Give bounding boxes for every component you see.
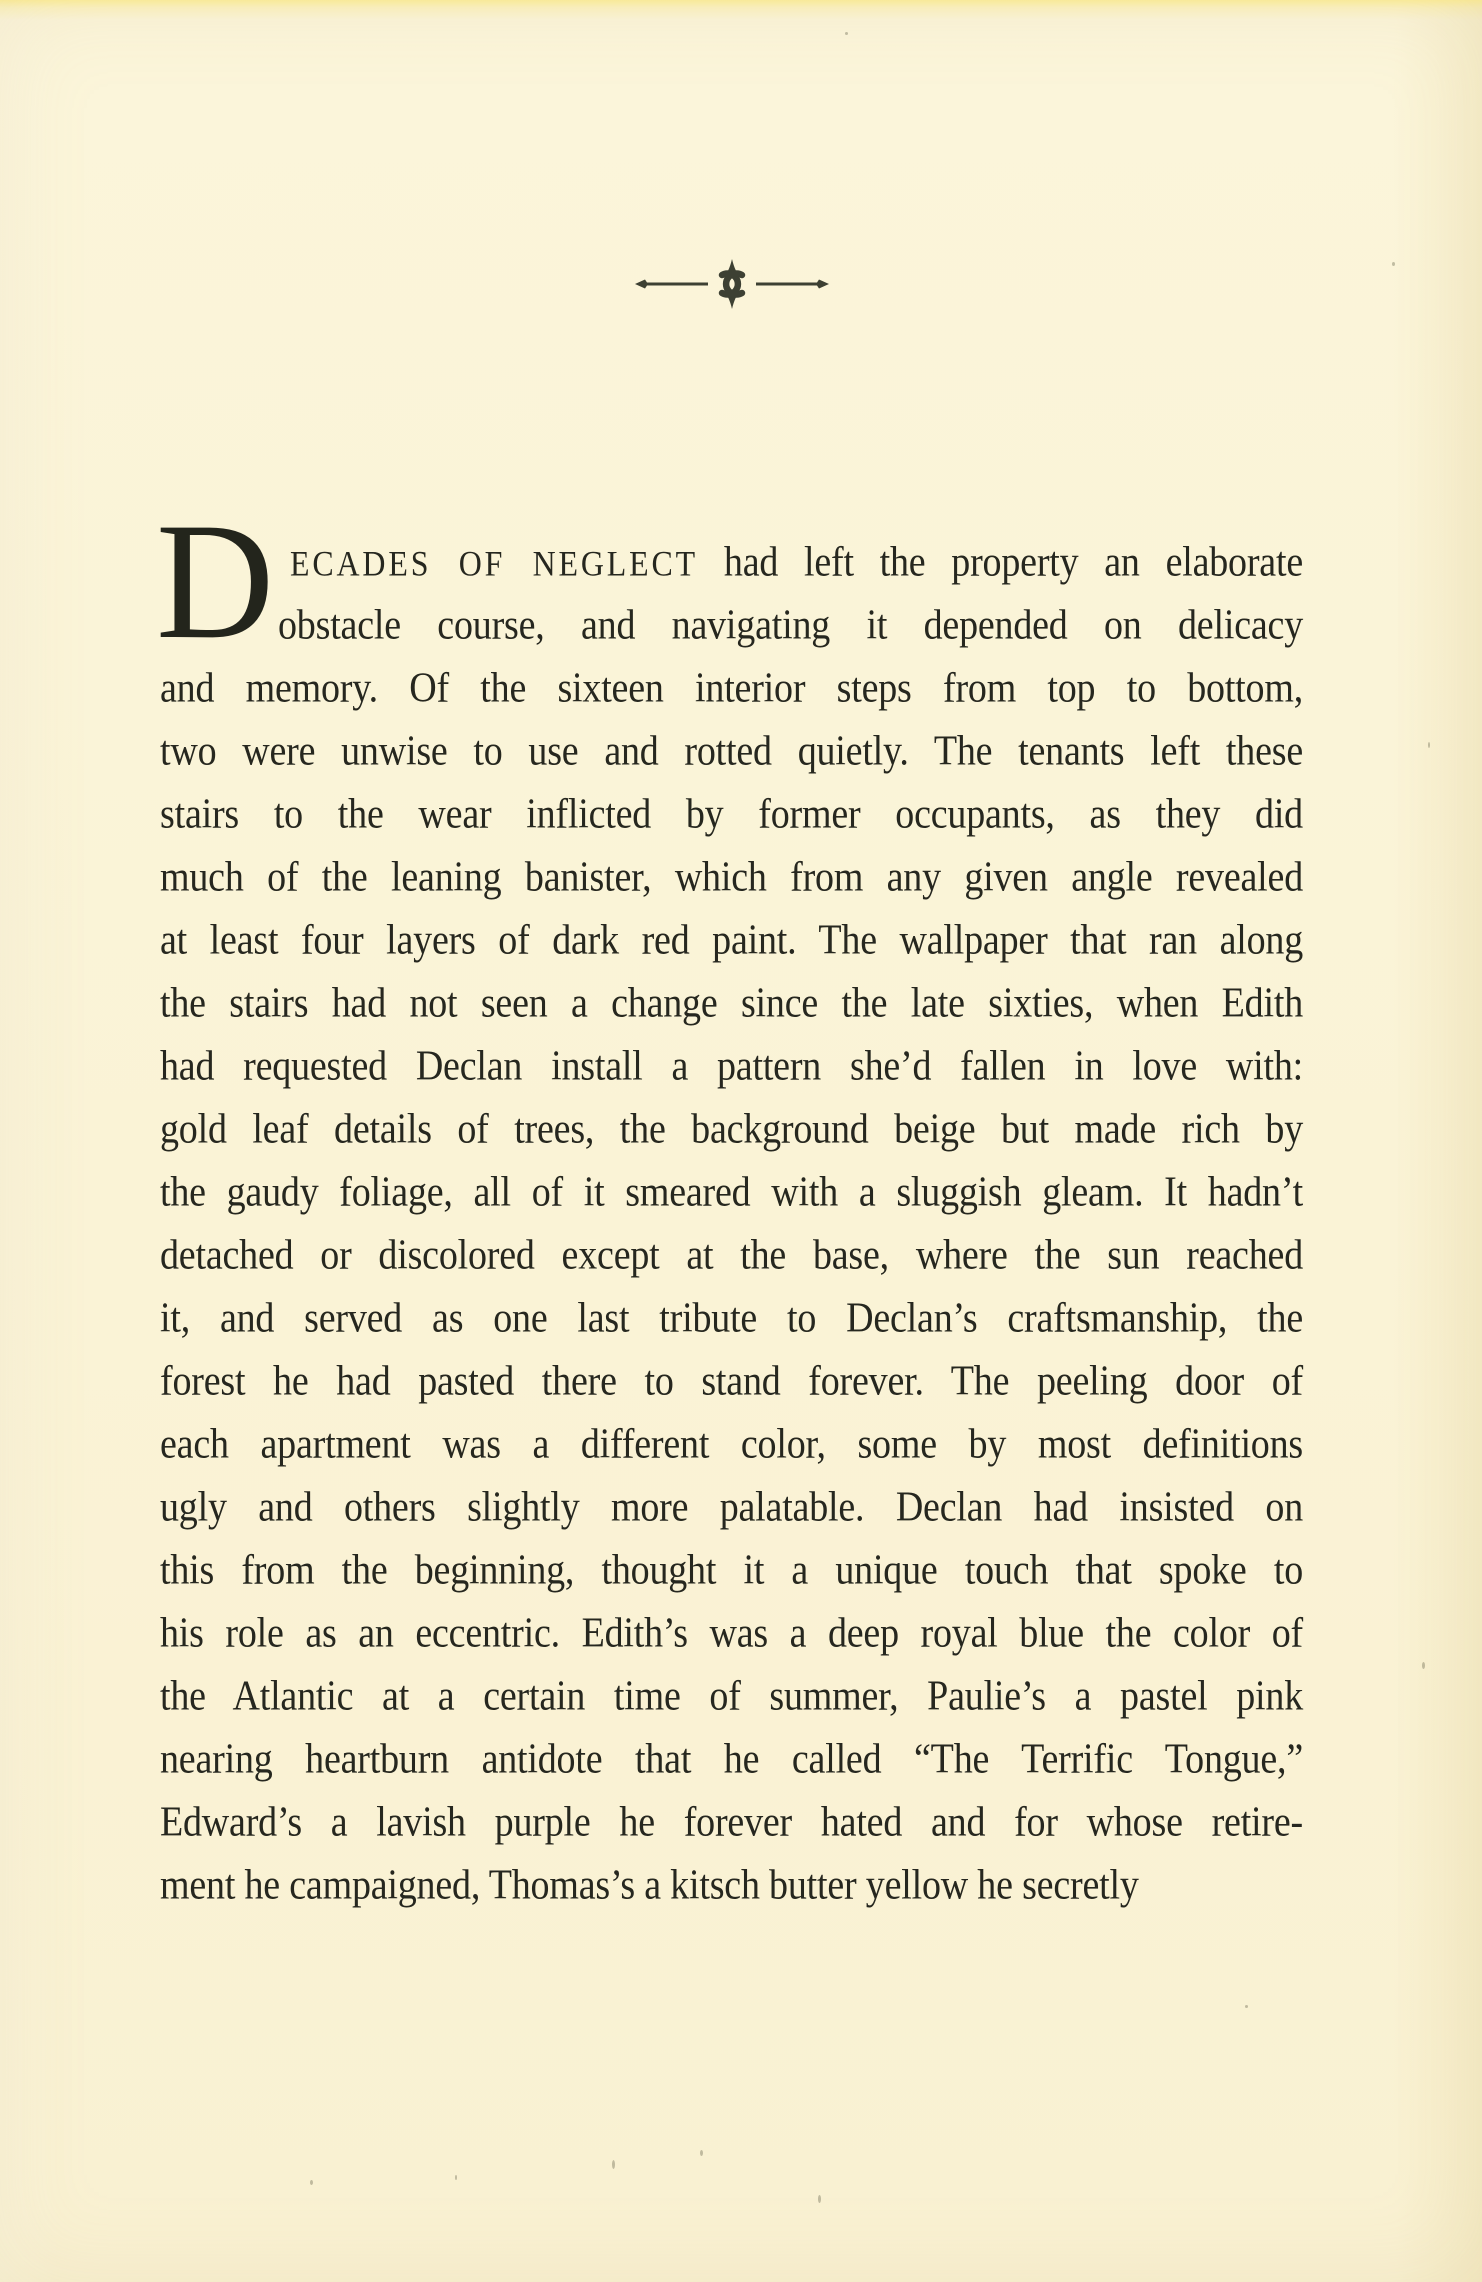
text-line: obstacle course, and navigating it depended on delicacy — [278, 601, 1303, 649]
small-caps-lead: ECADES OF NEGLECT — [290, 544, 699, 584]
scan-speck — [1392, 262, 1395, 266]
scan-speck — [1428, 742, 1430, 748]
text-line: much of the leaning banister, which from any given angle revealed — [160, 853, 1303, 901]
drop-cap: D — [156, 489, 275, 674]
text-line: gold leaf details of trees, the background beige but made rich by — [160, 1105, 1303, 1153]
scan-speck — [310, 2180, 313, 2185]
section-divider-ornament — [634, 254, 830, 314]
text-line: ment he campaigned, Thomas’s a kitsch butter yellow he secretly — [160, 1861, 1139, 1909]
text-line: and memory. Of the sixteen interior steps from top to bottom, — [160, 664, 1303, 712]
scan-speck — [845, 32, 848, 35]
text-line: Edward’s a lavish purple he forever hated and for whose retire- — [160, 1798, 1303, 1846]
text-line: forest he had pasted there to stand forever. The peeling door of — [160, 1357, 1303, 1405]
scan-speck — [455, 2175, 457, 2180]
text-line: two were unwise to use and rotted quietly. The tenants left these — [160, 727, 1303, 775]
text-line: his role as an eccentric. Edith’s was a deep royal blue the color of — [160, 1609, 1303, 1657]
fleuron-divider-icon — [634, 254, 830, 314]
scan-speck — [818, 2195, 821, 2203]
text-line: the stairs had not seen a change since the late sixties, when Edith — [160, 979, 1303, 1027]
scan-speck — [1422, 1662, 1425, 1669]
scan-speck — [612, 2160, 615, 2169]
text-line: the Atlantic at a certain time of summer, Paulie’s a pastel pink — [160, 1672, 1303, 1720]
text-line: stairs to the wear inflicted by former occupants, as they did — [160, 790, 1303, 838]
scan-speck — [1245, 2005, 1248, 2008]
text-line: detached or discolored except at the base, where the sun reached — [160, 1231, 1303, 1279]
text-line: ugly and others slightly more palatable. Declan had insisted on — [160, 1483, 1303, 1531]
line-one-rest: had left the property an elaborate — [698, 538, 1303, 586]
text-line: it, and served as one last tribute to Declan’s craftsmanship, the — [160, 1294, 1303, 1342]
text-line: the gaudy foliage, all of it smeared with a sluggish gleam. It hadn’t — [160, 1168, 1303, 1216]
text-line: nearing heartburn antidote that he called “The Terrific Tongue,” — [160, 1735, 1303, 1783]
text-line — [160, 527, 1303, 598]
paragraph-lines — [160, 657, 1303, 1917]
text-line: this from the beginning, thought it a unique touch that spoke to — [160, 1546, 1303, 1594]
text-line: each apartment was a different color, some by most definitions — [160, 1420, 1303, 1468]
paragraph — [160, 531, 1303, 1917]
text-line: at least four layers of dark red paint. The wallpaper that ran along — [160, 916, 1303, 964]
text-line: had requested Declan install a pattern she’d fallen in love with: — [160, 1042, 1303, 1090]
scan-speck — [700, 2150, 703, 2156]
